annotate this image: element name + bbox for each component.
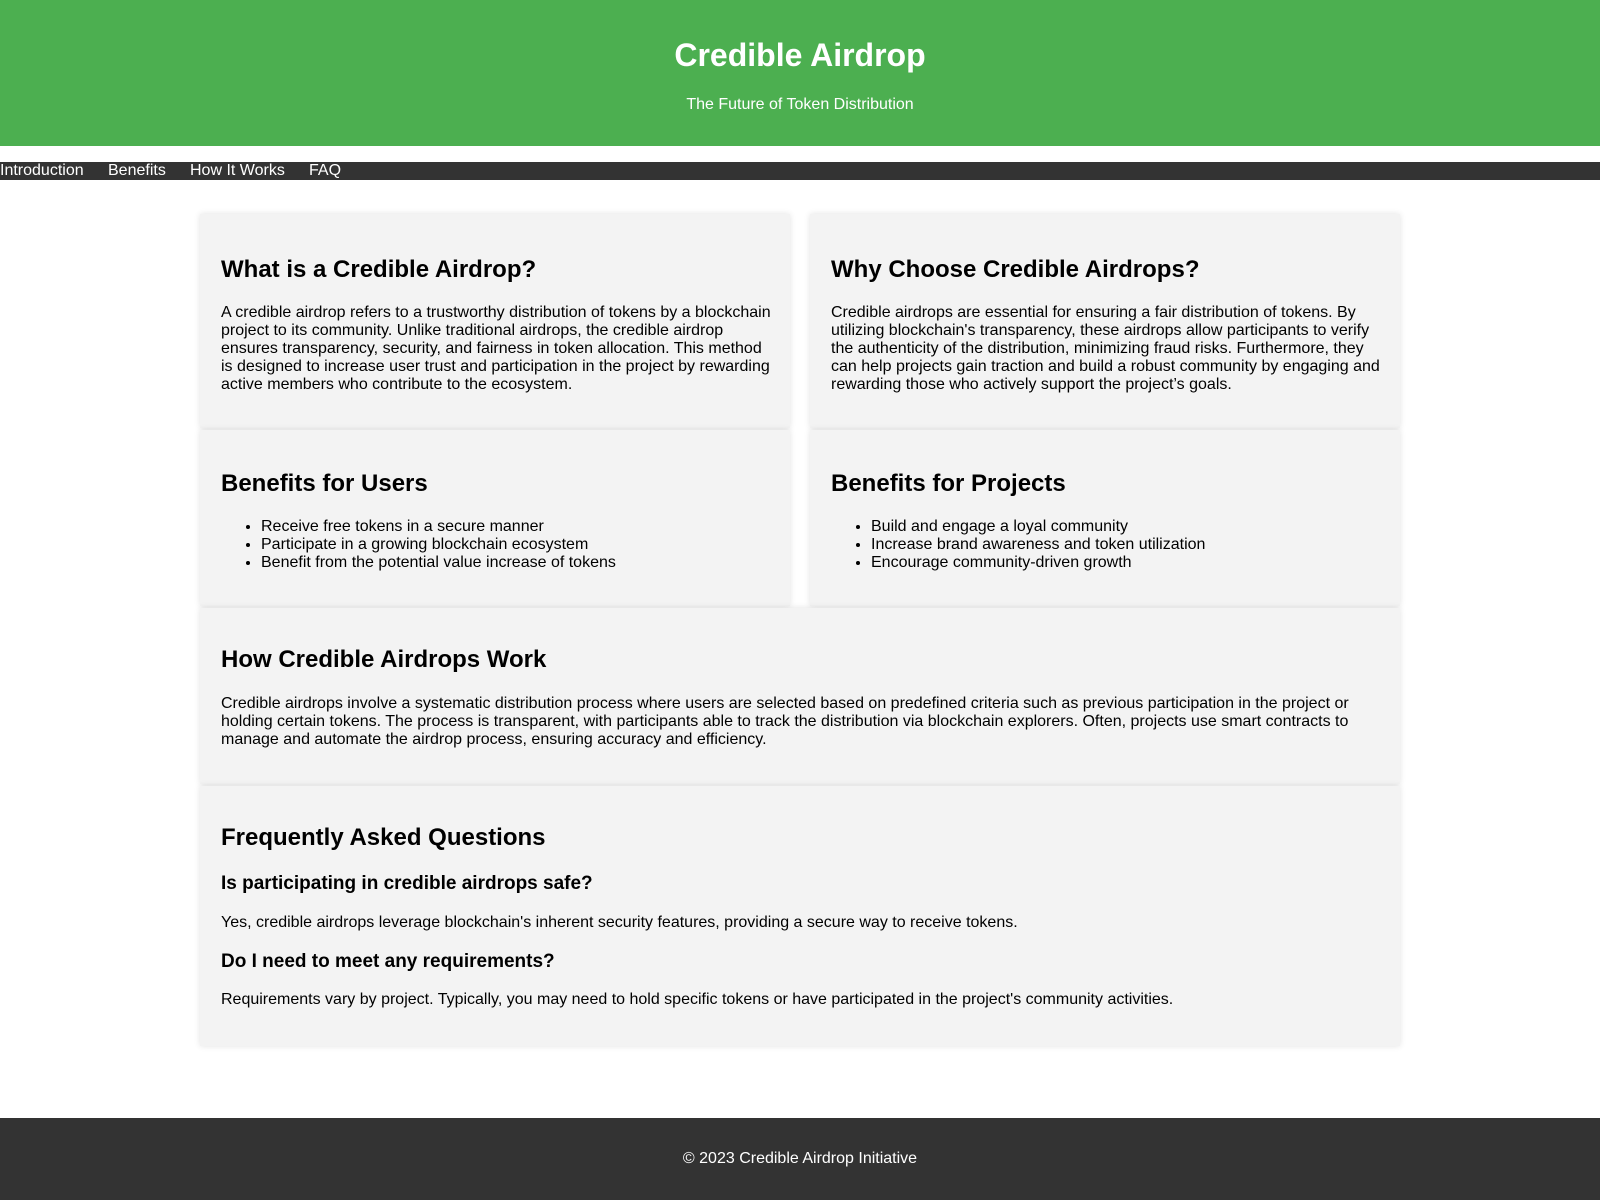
site-subtitle: The Future of Token Distribution: [686, 96, 914, 113]
list-item: • Increase brand awareness and token utilization: [871, 536, 1205, 554]
list-item: • Receive free tokens in a secure manner: [261, 518, 616, 536]
what-is-body: A credible airdrop refers to a trustworthy distribution of tokens by a blockchain project to its community. Unlike traditional airdrops, the credible airdrop ensures transparency, security, and fairness in token allocation. This method is designed to increase user trust and participation in the project by rewarding active members who contribute to the ecosystem.: [221, 304, 771, 393]
list-item: • Benefit from the potential value increase of tokens: [261, 554, 616, 572]
nav-link-how-it-works[interactable]: How It Works: [190, 162, 285, 179]
list-item: • Encourage community-driven growth: [871, 554, 1205, 572]
benefits-users-heading: Benefits for Users: [221, 470, 428, 497]
faq-heading: Frequently Asked Questions: [221, 824, 546, 851]
what-is-heading: What is a Credible Airdrop?: [221, 256, 537, 283]
benefits-users-card: [200, 430, 790, 606]
list-item: • Participate in a growing blockchain ecosystem: [261, 536, 616, 554]
faq-question: Is participating in credible airdrops safe?: [221, 873, 593, 894]
footer-copyright: © 2023 Credible Airdrop Initiative: [682, 1150, 918, 1167]
how-it-works-heading: How Credible Airdrops Work: [221, 646, 547, 673]
site-header: [0, 0, 1600, 146]
how-it-works-body: Credible airdrops involve a systematic distribution process where users are selected based on predefined criteria such as previous participation in the project or holding certain tokens. The process is transparent, with participants able to track the distribution via blockchain explorers. Often, projects use smart contracts to manage and automate the airdrop process, ensuring accuracy and efficiency.: [221, 695, 1349, 748]
nav-link-benefits[interactable]: Benefits: [108, 162, 166, 179]
why-choose-body: Credible airdrops are essential for ensuring a fair distribution of tokens. By utilizing blockchain's transparency, these airdrops allow participants to verify the authenticity of the distribution, minimizing fraud risks. Furthermore, they can help projects gain traction and build a robust community by engaging and rewarding those who actively support the project’s goals.: [831, 304, 1380, 393]
faq-answer: Requirements vary by project. Typically, you may need to hold specific tokens or have participated in the project's community activities.: [221, 991, 1174, 1008]
how-it-works-card: [200, 608, 1400, 784]
benefits-users-list: [221, 518, 616, 572]
site-footer: [0, 1118, 1600, 1200]
why-choose-card: [810, 214, 1400, 428]
nav-link-introduction[interactable]: Introduction: [0, 162, 84, 179]
benefits-projects-heading: Benefits for Projects: [831, 470, 1066, 497]
faq-question: Do I need to meet any requirements?: [221, 951, 555, 972]
benefits-projects-card: [810, 430, 1400, 606]
what-is-card: [200, 214, 790, 428]
main-nav: [0, 162, 1600, 180]
faq-card: [200, 786, 1400, 1046]
nav-link-faq[interactable]: FAQ: [309, 162, 342, 179]
list-item: • Build and engage a loyal community: [871, 518, 1205, 536]
faq-answer: Yes, credible airdrops leverage blockchain's inherent security features, providing a secure way to receive tokens.: [221, 914, 1018, 931]
why-choose-heading: Why Choose Credible Airdrops?: [831, 256, 1200, 283]
benefits-projects-list: [831, 518, 1205, 572]
site-title: Credible Airdrop: [674, 37, 926, 73]
